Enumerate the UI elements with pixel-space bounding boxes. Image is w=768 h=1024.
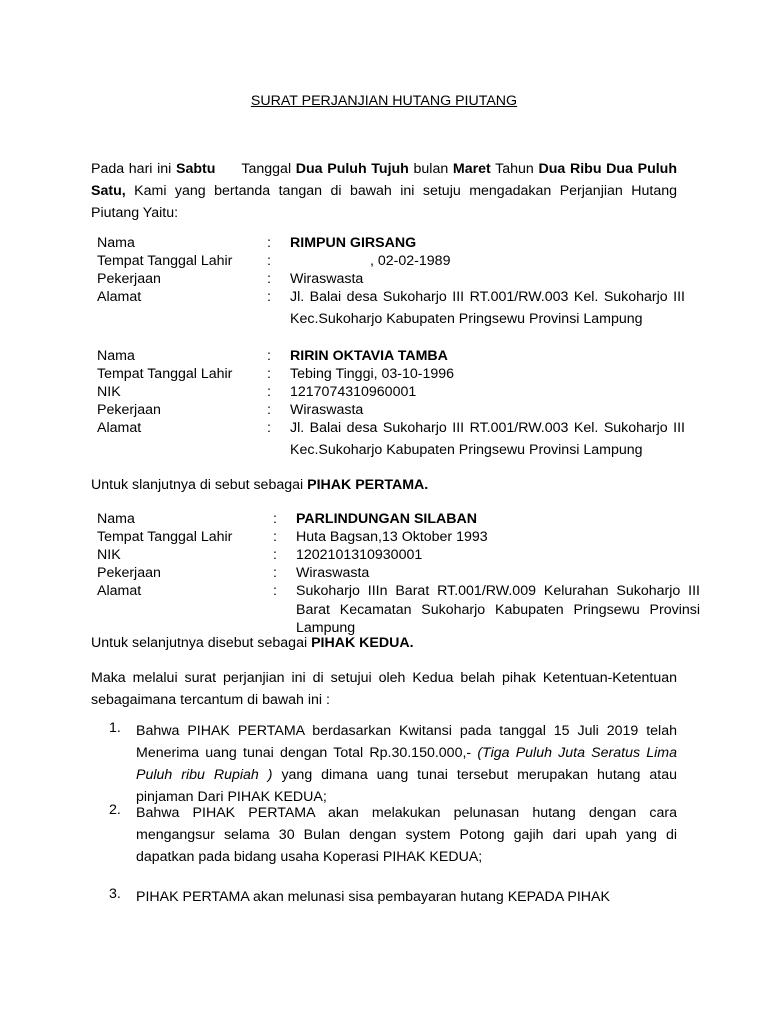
field-separator: : bbox=[273, 583, 277, 599]
field-separator: : bbox=[267, 402, 271, 418]
list-text-italic: (Tiga Puluh Juta Seratus Lima Puluh ribu Rupiah ) bbox=[136, 745, 677, 783]
field-label: Pekerjaan bbox=[97, 565, 161, 581]
field-value: Tebing Tinggi, 03-10-1996 bbox=[290, 366, 455, 382]
intro-year: Dua Ribu Dua Puluh Satu, bbox=[91, 161, 678, 199]
field-value-name: RIMPUN GIRSANG bbox=[290, 235, 417, 251]
intro-text: Tanggal bbox=[241, 161, 296, 177]
field-separator: : bbox=[273, 565, 277, 581]
field-value-address: Jl. Balai desa Sukoharjo III RT.001/RW.003 Kel. Sukoharjo III Kec.Sukoharjo Kabupaten Pringsewu Provinsi Lampung bbox=[290, 420, 685, 458]
field-value-address: Sukoharjo IIIn Barat RT.001/RW.009 Kelurahan Sukoharjo III Barat Kecamatan Sukoharjo Kabupaten Pringsewu Provinsi Lampung bbox=[296, 583, 700, 636]
field-separator: : bbox=[273, 547, 277, 563]
pihak-pertama-line bbox=[91, 477, 428, 493]
field-value: Wiraswasta bbox=[290, 402, 364, 418]
pihak-text: Untuk selanjutnya disebut sebagai bbox=[91, 635, 312, 651]
field-value: 1202101310930001 bbox=[296, 547, 423, 563]
field-label: Alamat bbox=[97, 289, 142, 305]
field-label: Nama bbox=[97, 348, 135, 364]
intro-date: Dua Puluh Tujuh bbox=[295, 161, 409, 177]
field-value: Huta Bagsan,13 Oktober 1993 bbox=[296, 529, 488, 545]
field-separator: : bbox=[267, 253, 271, 269]
field-value: 1217074310960001 bbox=[290, 384, 417, 400]
field-separator: : bbox=[273, 529, 277, 545]
field-label: NIK bbox=[97, 384, 121, 400]
field-label: Pekerjaan bbox=[97, 271, 161, 287]
list-text: Bahwa PIHAK PERTAMA akan melakukan pelunasan hutang dengan cara mengangsur selama 30 Bulan dengan system Potong gajih dari upah yang di dapatkan pada bidang usaha Koperasi PIHAK KEDUA; bbox=[136, 805, 677, 865]
field-label: Alamat bbox=[97, 420, 142, 436]
field-separator: : bbox=[267, 271, 271, 287]
list-text: PIHAK PERTAMA akan melunasi sisa pembayaran hutang KEPADA PIHAK bbox=[136, 889, 610, 905]
field-value-name: PARLINDUNGAN SILABAN bbox=[296, 511, 478, 527]
list-number: 2. bbox=[109, 802, 121, 818]
field-separator: : bbox=[267, 420, 271, 436]
intro-day: Sabtu bbox=[175, 161, 216, 177]
field-separator: : bbox=[273, 511, 277, 527]
field-separator: : bbox=[267, 384, 271, 400]
intro-text: Pada hari ini bbox=[91, 161, 176, 177]
field-label: Pekerjaan bbox=[97, 402, 161, 418]
list-text bbox=[136, 720, 677, 808]
field-label: Nama bbox=[97, 511, 135, 527]
pihak-text: Untuk slanjutnya di sebut sebagai bbox=[91, 477, 308, 493]
field-label: Alamat bbox=[97, 583, 142, 599]
list-text-part: Bahwa PIHAK PERTAMA berdasarkan Kwitansi pada tanggal 15 Juli 2019 telah Menerima uang tunai dengan Total Rp.30.150.000,- bbox=[136, 723, 677, 761]
field-separator: : bbox=[267, 235, 271, 251]
pihak-label: PIHAK KEDUA. bbox=[311, 635, 414, 651]
document-title: SURAT PERJANJIAN HUTANG PIUTANG bbox=[250, 93, 518, 109]
field-value: Wiraswasta bbox=[290, 271, 364, 287]
pihak-label: PIHAK PERTAMA. bbox=[307, 477, 429, 493]
maka-paragraph: Maka melalui surat perjanjian ini di setujui oleh Kedua belah pihak Ketentuan-Ketentuan sebagaimana tercantum di bawah ini : bbox=[91, 670, 677, 708]
field-label: NIK bbox=[97, 547, 121, 563]
list-text-part: yang dimana uang tunai tersebut merupakan hutang atau pinjaman Dari PIHAK KEDUA; bbox=[136, 767, 677, 805]
intro-text: bulan bbox=[408, 161, 453, 177]
field-value: , 02-02-1989 bbox=[370, 253, 451, 269]
intro-month: Maret bbox=[452, 161, 491, 177]
field-separator: : bbox=[267, 289, 271, 305]
field-label: Nama bbox=[97, 235, 135, 251]
field-value-address: Jl. Balai desa Sukoharjo III RT.001/RW.003 Kel. Sukoharjo III Kec.Sukoharjo Kabupaten Pringsewu Provinsi Lampung bbox=[290, 289, 685, 327]
field-label: Tempat Tanggal Lahir bbox=[97, 253, 233, 269]
field-label: Tempat Tanggal Lahir bbox=[97, 529, 233, 545]
field-separator: : bbox=[267, 348, 271, 364]
intro-text: Kami yang bertanda tangan di bawah ini setuju mengadakan Perjanjian Hutang Piutang Yaitu: bbox=[91, 183, 677, 221]
pihak-kedua-line bbox=[91, 635, 414, 651]
list-number: 1. bbox=[109, 720, 121, 736]
field-value: Wiraswasta bbox=[296, 565, 370, 581]
field-value-name: RIRIN OKTAVIA TAMBA bbox=[290, 348, 448, 364]
intro-text: Tahun bbox=[490, 161, 539, 177]
field-separator: : bbox=[267, 366, 271, 382]
intro-paragraph bbox=[91, 158, 677, 224]
field-label: Tempat Tanggal Lahir bbox=[97, 366, 233, 382]
list-number: 3. bbox=[109, 886, 121, 902]
